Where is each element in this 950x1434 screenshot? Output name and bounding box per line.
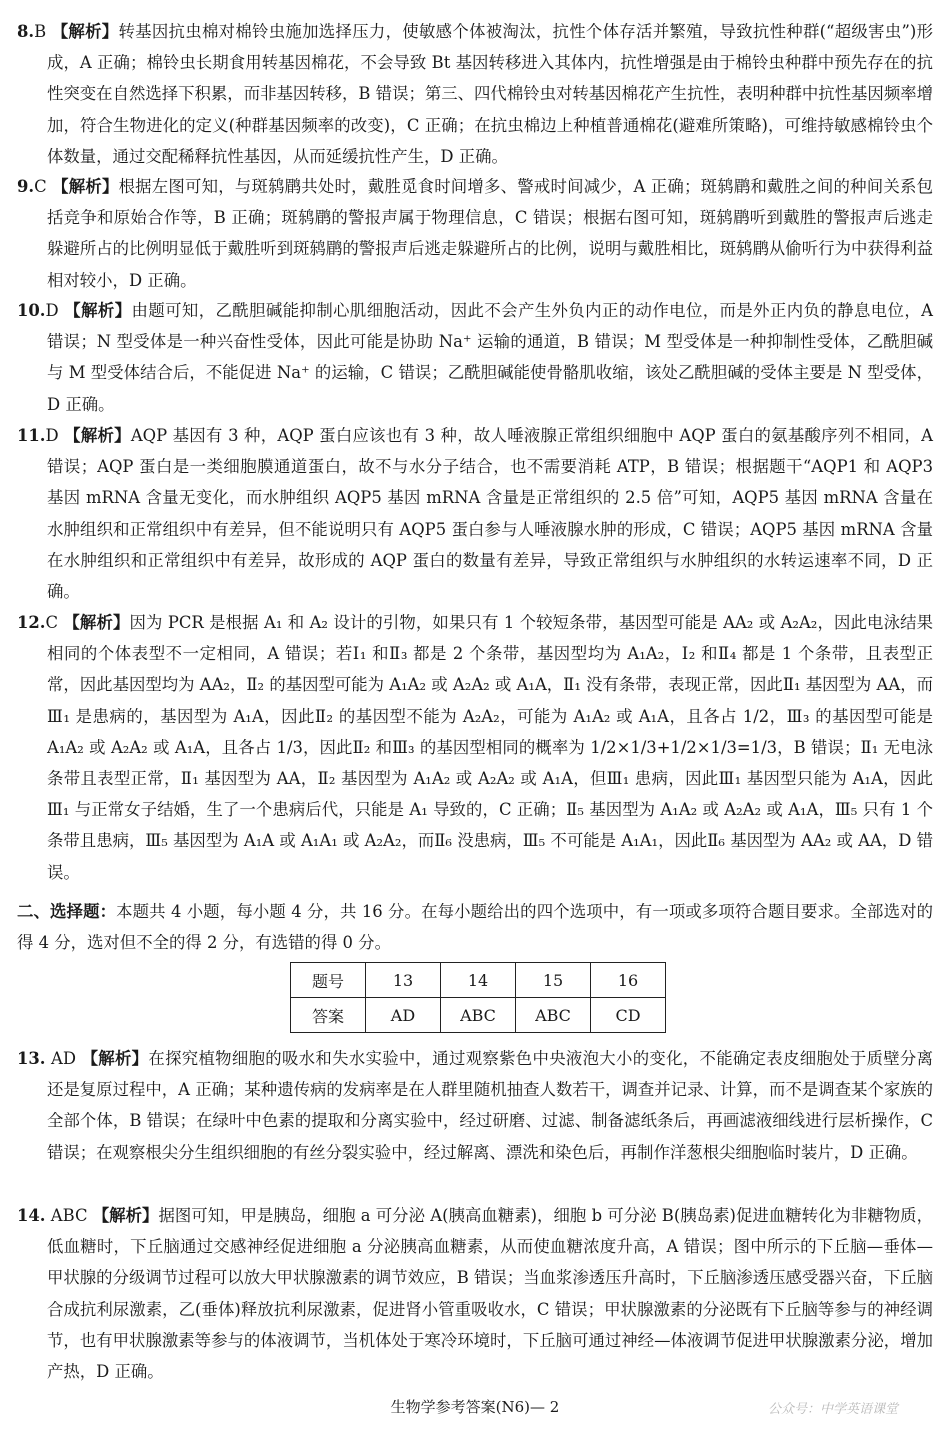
analysis-text: 因为 PCR 是根据 A₁ 和 A₂ 设计的引物，如果只有 1 个较短条带，基因型可能是 AA₂ 或 A₂A₂，因此电泳结果相同的个体表型不一定相同，A 错误；若Ⅰ₁ 和Ⅱ₃ 都是 2 个条带，基因型均为 A₁A₂，Ⅰ₂ 和Ⅱ₄ 都是 1 个条带，且表型正常，因此基因型均为 AA₂，Ⅱ₂ 的基因型可能为 A₁A₂ 或 A₂A₂ 或 A₁A，Ⅱ₁ 没有条带，表现正常，因此Ⅱ₁ 基因型为 AA，而Ⅲ₁ 是患病的，基因型为 A₁A，因此Ⅱ₂ 的基因型不能为 A₂A₂，可能为 A₁A₂ 或 A₁A，且各占 1/2，Ⅲ₃ 的基因型可能是 A₁A₂ 或 A₂A₂ 或 A₁A，且各占 1/3，因此Ⅱ₂ 和Ⅲ₃ 的基因型相同的概率为 1/2×1/3+1/2×1/3=1/3，B 错误；Ⅱ₁ 无电泳条带且表型正常，Ⅱ₁ 基因型为 AA，Ⅱ₂ 基因型为 A₁A₂ 或 A₂A₂ 或 A₁A，但Ⅲ₁ 患病，因此Ⅲ₁ 基因型只能为 A₁A，因此Ⅲ₁ 与正常女子结婚，生了一个患病后代，只能是 A₁ 导致的，C 正确；Ⅱ₅ 基因型为 A₁A₂ 或 A₂A₂ 或 A₁A，Ⅲ₅ 只有 1 个条带且患病，Ⅲ₅ 基因型为 A₁A 或 A₁A₁ 或 A₂A₂，而Ⅱ₆ 没患病，Ⅲ₅ 不可能是 A₁A₁，因此Ⅱ₆ 基因型为 AA₂ 或 AA，D 错误。 [47,613,934,882]
analysis-text: 转基因抗虫棉对棉铃虫施加选择压力，使敏感个体被淘汰，抗性个体存活并繁殖，导致抗性种群(“超级害虫”)形成，A 正确；棉铃虫长期食用转基因棉花，不会导致 Bt 基因转移进入其体内，抗性增强是由于棉铃虫种群中预先存在的抗性突变在自然选择下积累，而非基因转移，B 错误；第三、四代棉铃虫对转基因棉花产生抗性，表明种群中抗性基因频率增加，符合生物进化的定义(种群基因频率的改变)，C 正确；在抗虫棉边上种植普通棉花(避难所策略)，可维持敏感棉铃虫个体数量，通过交配稀释抗性基因，从而延缓抗性产生，D 正确。 [47,22,933,166]
analysis-text: 据图可知，甲是胰岛，细胞 a 可分泌 A(胰高血糖素)，细胞 b 可分泌 B(胰岛素)促进血糖转化为非糖物质，低血糖时，下丘脑通过交感神经促进细胞 a 分泌胰高血糖素，从而使血糖浓度升高，A 错误；图中所示的下丘脑—垂体—甲状腺的分级调节过程可以放大甲状腺激素的调节效应，B 错误；当血浆渗透压升高时，下丘脑渗透压感受器兴奋，下丘脑合成抗利尿激素，乙(垂体)释放抗利尿激素，促进肾小管重吸收水，C 错误；甲状腺激素的分泌既有下丘脑等参与的神经调节，也有甲状腺激素等参与的体液调节，当机体处于寒冷环境时，下丘脑可通过神经—体液调节促进甲状腺激素分泌，增加产热，D 正确。 [47,1206,933,1382]
answer-cell: AD [366,998,441,1033]
section-text: 本题共 4 小题，每小题 4 分，共 16 分。在每小题给出的四个选项中，有一项或多项符合题目要求。全部选对的得 4 分，选对但不全的得 2 分，有选错的得 0 分。 [17,902,933,953]
answer-cell: ABC [516,998,591,1033]
question-number: 9. [17,177,35,196]
table-row [291,963,666,998]
question-13 [17,1043,933,1168]
question-11 [17,420,933,607]
question-answer: D [45,426,59,445]
analysis-tag: 【解析】 [64,301,132,320]
table-row [291,998,666,1033]
question-answer: ABC [50,1206,88,1225]
row-label: 答案 [291,998,366,1033]
analysis-text: AQP 基因有 3 种，AQP 蛋白应该也有 3 种，故人唾液腺正常组织细胞中 AQP 蛋白的氨基酸序列不相同，A 错误；AQP 蛋白是一类细胞膜通道蛋白，故不与水分子结合，也不需要消耗 ATP，B 错误；根据题干“AQP1 和 AQP3 基因 mRNA 含量无变化，而水肿组织 AQP5 基因 mRNA 含量是正常组织的 2.5 倍”可知，AQP5 基因 mRNA 含量在水肿组织和正常组织中有差异，但不能说明只有 AQP5 蛋白参与人唾液腺水肿的形成，C 错误；AQP5 基因 mRNA 含量在水肿组织和正常组织中有差异，故形成的 AQP 蛋白的数量有差异，导致正常组织与水肿组织的水转运速率不同，D 正确。 [47,426,934,602]
question-number-cell: 13 [366,963,441,998]
question-number: 10. [17,301,46,320]
question-12 [17,607,933,888]
question-10 [17,295,933,420]
question-number-cell: 14 [441,963,516,998]
analysis-tag: 【解析】 [92,1206,159,1225]
question-answer: D [45,301,59,320]
question-number: 8. [17,22,35,41]
question-answer: C [45,613,59,632]
page-footer: 生物学参考答案(N6)— 2 [390,1398,560,1416]
question-answer: B [34,22,47,41]
question-answer: C [34,177,47,196]
question-number-cell: 16 [591,963,666,998]
section-two-instructions [17,896,933,958]
watermark: 公众号：中学英语课堂 [767,1402,898,1417]
question-number: 13. [17,1049,46,1068]
answer-table [290,962,666,1033]
answer-cell: CD [591,998,666,1033]
analysis-tag: 【解析】 [64,426,131,445]
analysis-text: 根据左图可知，与斑鸫鹛共处时，戴胜觅食时间增多、警戒时间减少，A 正确；斑鸫鹛和戴胜之间的种间关系包括竞争和原始合作等，B 正确；斑鸫鹛的警报声属于物理信息，C 错误；根据右图可知，斑鸫鹛听到戴胜的警报声后逃走躲避所占的比例明显低于戴胜听到斑鸫鹛的警报声后逃走躲避所占的比例，说明与戴胜相比，斑鸫鹛从偷听行为中获得利益相对较小，D 正确。 [47,177,933,290]
analysis-tag: 【解析】 [52,177,119,196]
question-number: 14. [17,1206,46,1225]
question-number-cell: 15 [516,963,591,998]
question-14 [17,1200,933,1387]
answer-cell: ABC [441,998,516,1033]
question-8 [17,16,933,172]
analysis-tag: 【解析】 [63,613,130,632]
row-label: 题号 [291,963,366,998]
analysis-text: 在探究植物细胞的吸水和失水实验中，通过观察紫色中央液泡大小的变化，不能确定表皮细胞处于质壁分离还是复原过程中，A 正确；某种遗传病的发病率是在人群里随机抽查人数若干，调查并记录、计算，而不是调查某个家族的全部个体，B 错误；在绿叶中色素的提取和分离实验中，经过研磨、过滤、制备滤纸条后，再画滤液细线进行层析操作，C 错误；在观察根尖分生组织细胞的有丝分裂实验中，经过解离、漂洗和染色后，再制作洋葱根尖细胞临时装片，D 正确。 [47,1049,934,1162]
analysis-text: 由题可知，乙酰胆碱能抑制心肌细胞活动，因此不会产生外负内正的动作电位，而是外正内负的静息电位，A 错误；N 型受体是一种兴奋性受体，因此可能是协助 Na⁺ 运输的通道，B 错误；M 型受体是一种抑制性受体，乙酰胆碱与 M 型受体结合后，不能促进 Na⁺ 的运输，C 错误；乙酰胆碱能使骨骼肌收缩，该处乙酰胆碱的受体主要是 N 型受体，D 正确。 [47,301,934,414]
question-9 [17,171,933,296]
analysis-tag: 【解析】 [51,22,119,41]
question-answer: AD [51,1049,77,1068]
question-number: 12. [17,613,46,632]
analysis-tag: 【解析】 [81,1049,149,1068]
section-heading: 二、选择题： [17,902,117,921]
question-number: 11. [17,426,46,445]
